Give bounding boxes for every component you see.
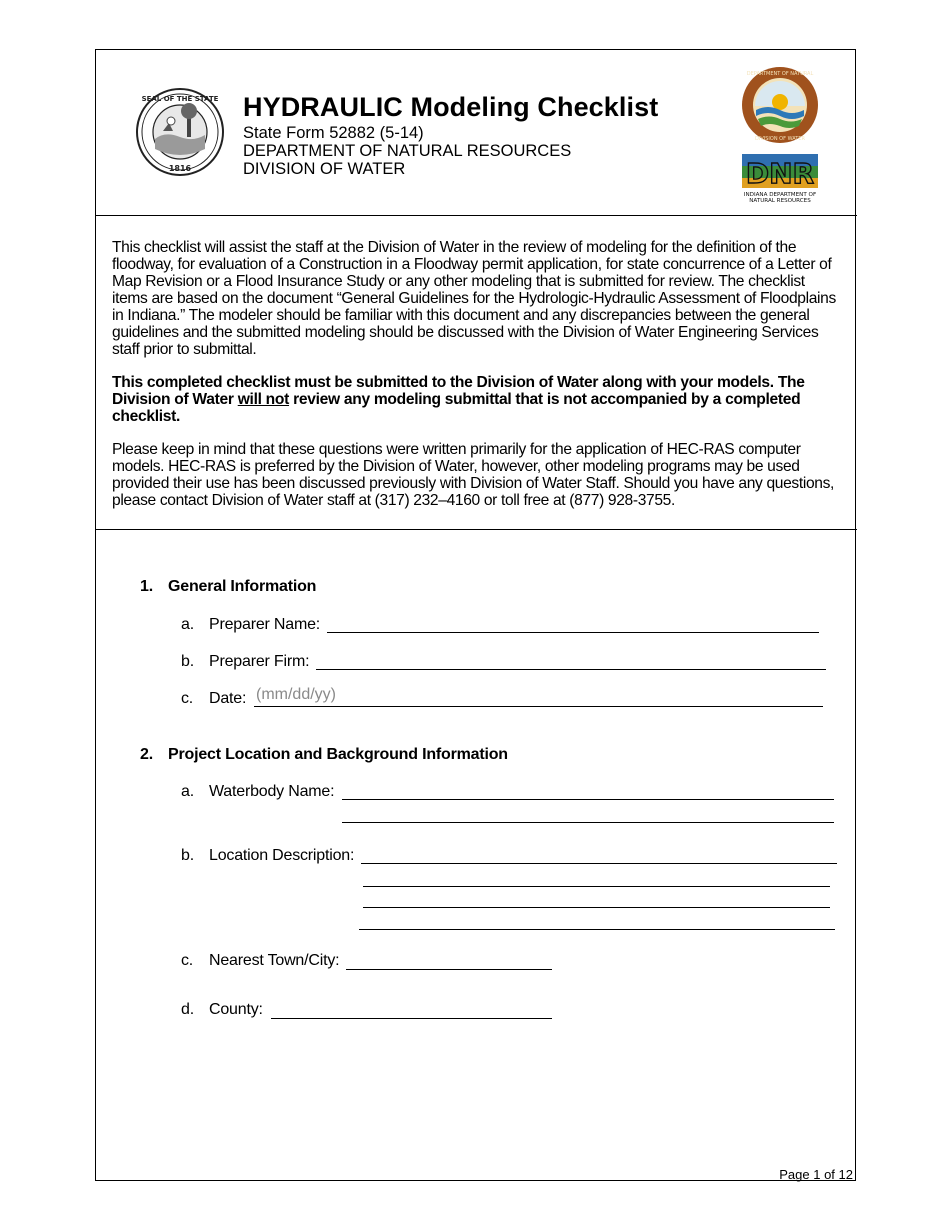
date-field[interactable] [254, 706, 823, 707]
dnr-logo-icon [741, 152, 819, 204]
department-name: DEPARTMENT OF NATURAL RESOURCES [243, 142, 572, 160]
location-description-label: b. Location Description: [181, 847, 355, 864]
location-description-field[interactable] [361, 863, 837, 864]
waterbody-name-field-line-2[interactable] [342, 822, 834, 823]
svg-text:DIVISION OF WATER: DIVISION OF WATER [755, 136, 805, 142]
dnr-letters: DNR [745, 157, 815, 190]
form-number: State Form 52882 (5-14) [243, 124, 424, 142]
date-label: c. Date: [181, 690, 247, 707]
section-2-heading: 2. Project Location and Background Information [140, 746, 508, 763]
location-description-field-line-2[interactable] [363, 886, 830, 887]
svg-text:DEPARTMENT OF NATURAL: DEPARTMENT OF NATURAL [746, 71, 814, 77]
preparer-name-field[interactable] [327, 632, 819, 633]
division-of-water-logo-icon [741, 66, 819, 144]
nearest-town-field[interactable] [346, 969, 552, 970]
date-placeholder: (mm/dd/yy) [256, 686, 336, 703]
svg-text:SEAL OF THE STATE: SEAL OF THE STATE [141, 95, 219, 103]
waterbody-name-label: a. Waterbody Name: [181, 783, 335, 800]
header-divider [95, 215, 857, 216]
preparer-firm-field[interactable] [316, 669, 826, 670]
location-description-field-line-3[interactable] [363, 907, 830, 908]
intro-divider [95, 529, 857, 530]
dnr-caption-line-1: INDIANA DEPARTMENT OF [743, 192, 817, 198]
waterbody-name-field[interactable] [342, 799, 834, 800]
dnr-caption-line-2: NATURAL RESOURCES [749, 198, 811, 204]
section-1-heading: 1. General Information [140, 578, 317, 595]
county-field[interactable] [271, 1018, 552, 1019]
intro-paragraph-2: This completed checklist must be submitted to the Division of Water along with your models. The Division of Water will not review any modeling submittal that is not accompanied by a completed checklist. [112, 374, 805, 425]
svg-text:1816: 1816 [168, 164, 192, 173]
preparer-name-label: a. Preparer Name: [181, 616, 321, 633]
location-description-field-line-4[interactable] [359, 929, 835, 930]
indiana-state-seal-icon [135, 87, 225, 177]
page-title: HYDRAULIC Modeling Checklist [243, 92, 659, 122]
intro-paragraph-3: Please keep in mind that these questions were written primarily for the application of HEC-RAS computer models. HEC-RAS is preferred by the Division of Water, however, other modeling programs may be used provided their use has been discussed previously with Division of Water Staff. Should you have any questions, please contact Division of Water staff at (317) 232–4160 or toll free at (877) 928-3755. [112, 441, 835, 509]
intro-paragraph-1: This checklist will assist the staff at the Division of Water in the review of modeling for the definition of the floodway, for evaluation of a Construction in a Floodway permit application, for state concurrence of a Letter of Map Revision or a Flood Insurance Study or any other modeling that is submitted for review. The checklist items are based on the document “General Guidelines for the Hydrologic-Hydraulic Assessment of Floodplains in Indiana.” The modeler should be familiar with this document and any discrepancies between the general guidelines and the submitted modeling should be discussed with the Division of Water Engineering Services staff prior to submittal. [112, 239, 836, 358]
preparer-firm-label: b. Preparer Firm: [181, 653, 310, 670]
county-label: d. County: [181, 1001, 263, 1018]
division-name: DIVISION OF WATER [243, 160, 406, 178]
page-number: Page 1 of 12 [779, 1167, 853, 1182]
nearest-town-label: c. Nearest Town/City: [181, 952, 340, 969]
